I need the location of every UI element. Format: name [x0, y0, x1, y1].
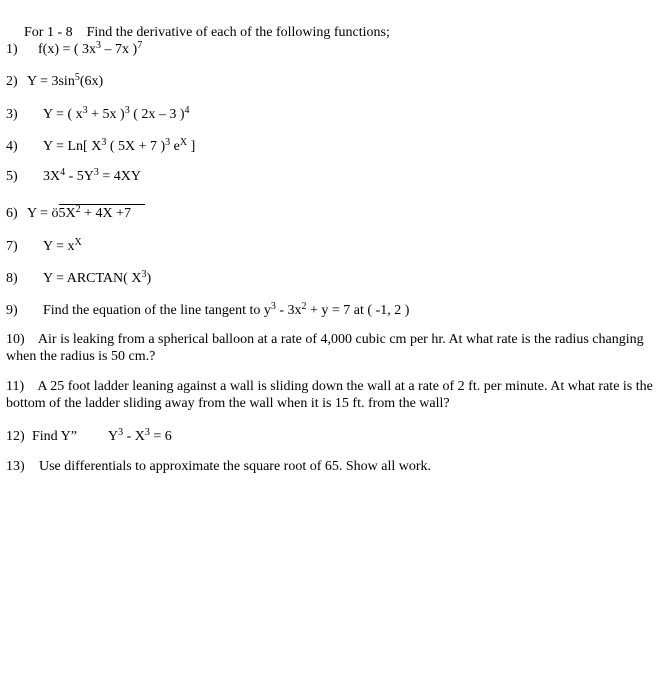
problem-number: 2): [6, 74, 18, 89]
problem-number: 6): [6, 206, 18, 221]
problem-expression: $Y = 3\sin^5(6x)$: [27, 72, 104, 89]
problem-text: Use differentials to approximate the square root of 65. Show all work.: [39, 459, 432, 474]
problem-expression: $Y^3 - X^3 = 6$: [108, 427, 172, 444]
problem-number: 8): [6, 271, 18, 286]
problem-prompt: Find Y”: [32, 429, 77, 444]
problem-expression: Y = ARCTAN( $X^3$): [43, 269, 152, 286]
problem-expression: Y = ( $x^3 + 5x$ )$^3$ ( 2x – 3 )$^4$: [43, 105, 190, 122]
problem-number: 5): [6, 169, 18, 184]
problem-11: [6, 378, 658, 412]
problem-number: 9): [6, 303, 18, 318]
problem-expression: Y = Ln[ $X^3$ ( 5X + 7 )$^3$ $e^X$ ]: [43, 137, 196, 154]
problem-expression: $Y = x^X$: [43, 237, 82, 254]
problem-number: 7): [6, 239, 18, 254]
problem-expression: f(x) = ( $3x^3 - 7x$ )$^7$: [38, 40, 143, 57]
problem-expression: $3X^4 - 5Y^3 = 4XY$: [43, 167, 142, 184]
header-range: For 1 - 8: [24, 25, 73, 40]
problem-number: 3): [6, 107, 18, 122]
problem-expression: $Y = ö5X^2 + 4X +7$: [27, 205, 145, 222]
problem-number: 4): [6, 139, 18, 154]
radicand: $5X^2 + 4X +7$: [59, 204, 146, 221]
problem-number: 10): [6, 332, 25, 347]
header-instruction: Find the derivative of each of the following functions;: [86, 25, 390, 40]
root-symbol: ö: [51, 206, 59, 221]
problem-text: Air is leaking from a spherical balloon at a rate of 4,000 cubic cm per hr. At what rate is the radius changing when the radius is 50 cm.?: [6, 332, 644, 364]
problem-10: [6, 331, 658, 365]
problem-text: A 25 foot ladder leaning against a wall is sliding down the wall at a rate of 2 ft. per minute. At what rate is the bottom of the ladder sliding away from the wall when it is 15 ft. from the wall?: [6, 379, 653, 411]
problem-number: 13): [6, 459, 25, 474]
problem-number: 1): [6, 42, 18, 57]
header-line: [24, 24, 390, 41]
problem-text: Find the equation of the line tangent to $y^3 - 3x^2 + y = 7$ at ( -1, 2 ): [43, 301, 410, 318]
problem-number: 12): [6, 429, 25, 444]
problem-number: 11): [6, 379, 25, 394]
